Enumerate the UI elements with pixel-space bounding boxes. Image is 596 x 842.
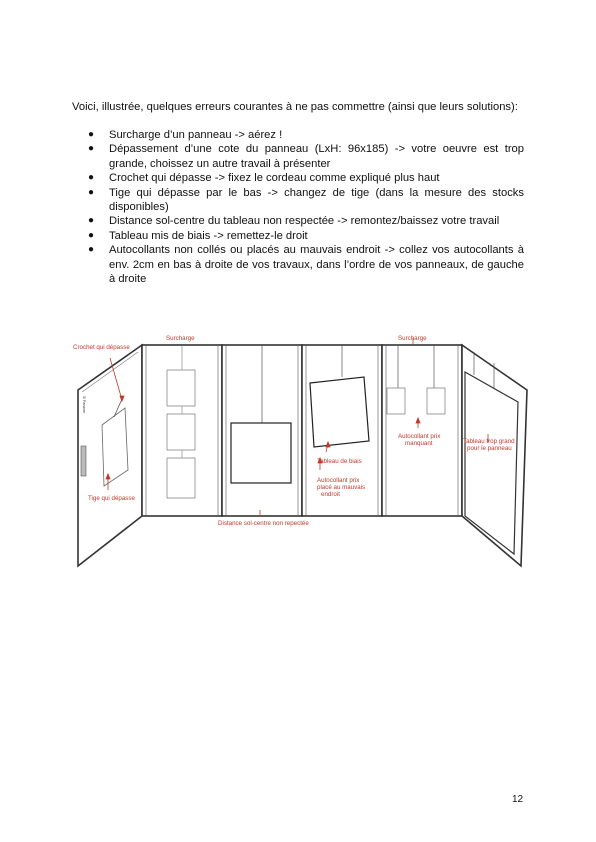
label-surcharge-right: Surcharge (398, 335, 427, 342)
list-item (72, 229, 524, 243)
bullet-icon: ● (88, 244, 95, 256)
label-trop-grand: Tableau trop grand (463, 438, 515, 445)
list-item (72, 128, 524, 142)
tilted-square-artwork (310, 377, 369, 447)
label-surcharge-left: Surcharge (166, 335, 195, 342)
list-item (72, 214, 524, 228)
bullet-icon: ● (88, 143, 95, 155)
list-item-text: Tige qui dépasse par le bas -> changez de tige (dans la mesure des stocks disponibles) (109, 186, 524, 214)
left-panel-small-sign (81, 446, 86, 476)
list-item (72, 142, 524, 171)
label-autocollant-manquant: Autocollant prix (398, 433, 441, 440)
stacked-artwork (167, 370, 195, 406)
small-artwork (427, 388, 445, 414)
label-distance: Distance sol-centre non repectée (218, 520, 309, 527)
bullet-icon: ● (88, 229, 95, 241)
left-panel-side-text: Si Paname (82, 396, 86, 414)
small-artwork (387, 388, 405, 414)
bullet-icon: ● (88, 172, 95, 184)
list-item-text: Surcharge d’un panneau -> aérez ! (109, 129, 283, 141)
list-item-text: Dépassement d’une cote du panneau (LxH: 96x185) -> votre oeuvre est trop grande, choissez un autre travail à présenter (109, 143, 524, 170)
bullet-icon: ● (88, 186, 95, 198)
label-biais: Tableau de biais (317, 458, 362, 465)
page-number: 12 (512, 794, 524, 805)
bullet-icon: ● (88, 215, 95, 227)
exhibition-panels-illustration (70, 330, 530, 570)
list-item-text: Tableau mis de biais -> remettez-le droit (109, 229, 308, 242)
bullet-icon: ● (88, 129, 95, 140)
label-autocollant-mauvais: placé au mauvais (317, 484, 366, 491)
intro-text: Voici, illustrée, quelques erreurs courantes à ne pas commettre (ainsi que leurs solutions): (72, 101, 518, 113)
list-item (72, 243, 524, 286)
list-item (72, 171, 524, 185)
panels-svg (70, 330, 530, 570)
list-item-text: Crochet qui dépasse -> fixez le cordeau comme expliqué plus haut (109, 172, 440, 185)
label-autocollant-mauvais: Autocollant prix (317, 477, 360, 484)
label-autocollant-manquant: manquant (405, 440, 433, 447)
list-item-text: Distance sol-centre du tableau non respectée -> remontez/baissez votre travail (109, 215, 500, 228)
stacked-artwork (167, 458, 195, 498)
panel-4 (382, 345, 462, 516)
label-autocollant-mauvais: endroit (321, 491, 340, 498)
error-list (72, 128, 524, 286)
label-crochet: Crochet qui dépasse (73, 344, 130, 351)
low-artwork (231, 423, 291, 483)
label-trop-grand: pour le panneau (467, 445, 512, 452)
right-angled-panel (462, 345, 527, 566)
list-item-text: Autocollants non collés ou placés au mauvais endroit -> collez vos autocollants à env. 2cm en bas à droite de vos travaux, dans l’ordre de vos panneaux, de gauche à droite (109, 244, 524, 286)
stacked-artwork (167, 414, 195, 450)
label-tige: Tige qui dépasse (88, 495, 135, 502)
list-item (72, 186, 524, 215)
